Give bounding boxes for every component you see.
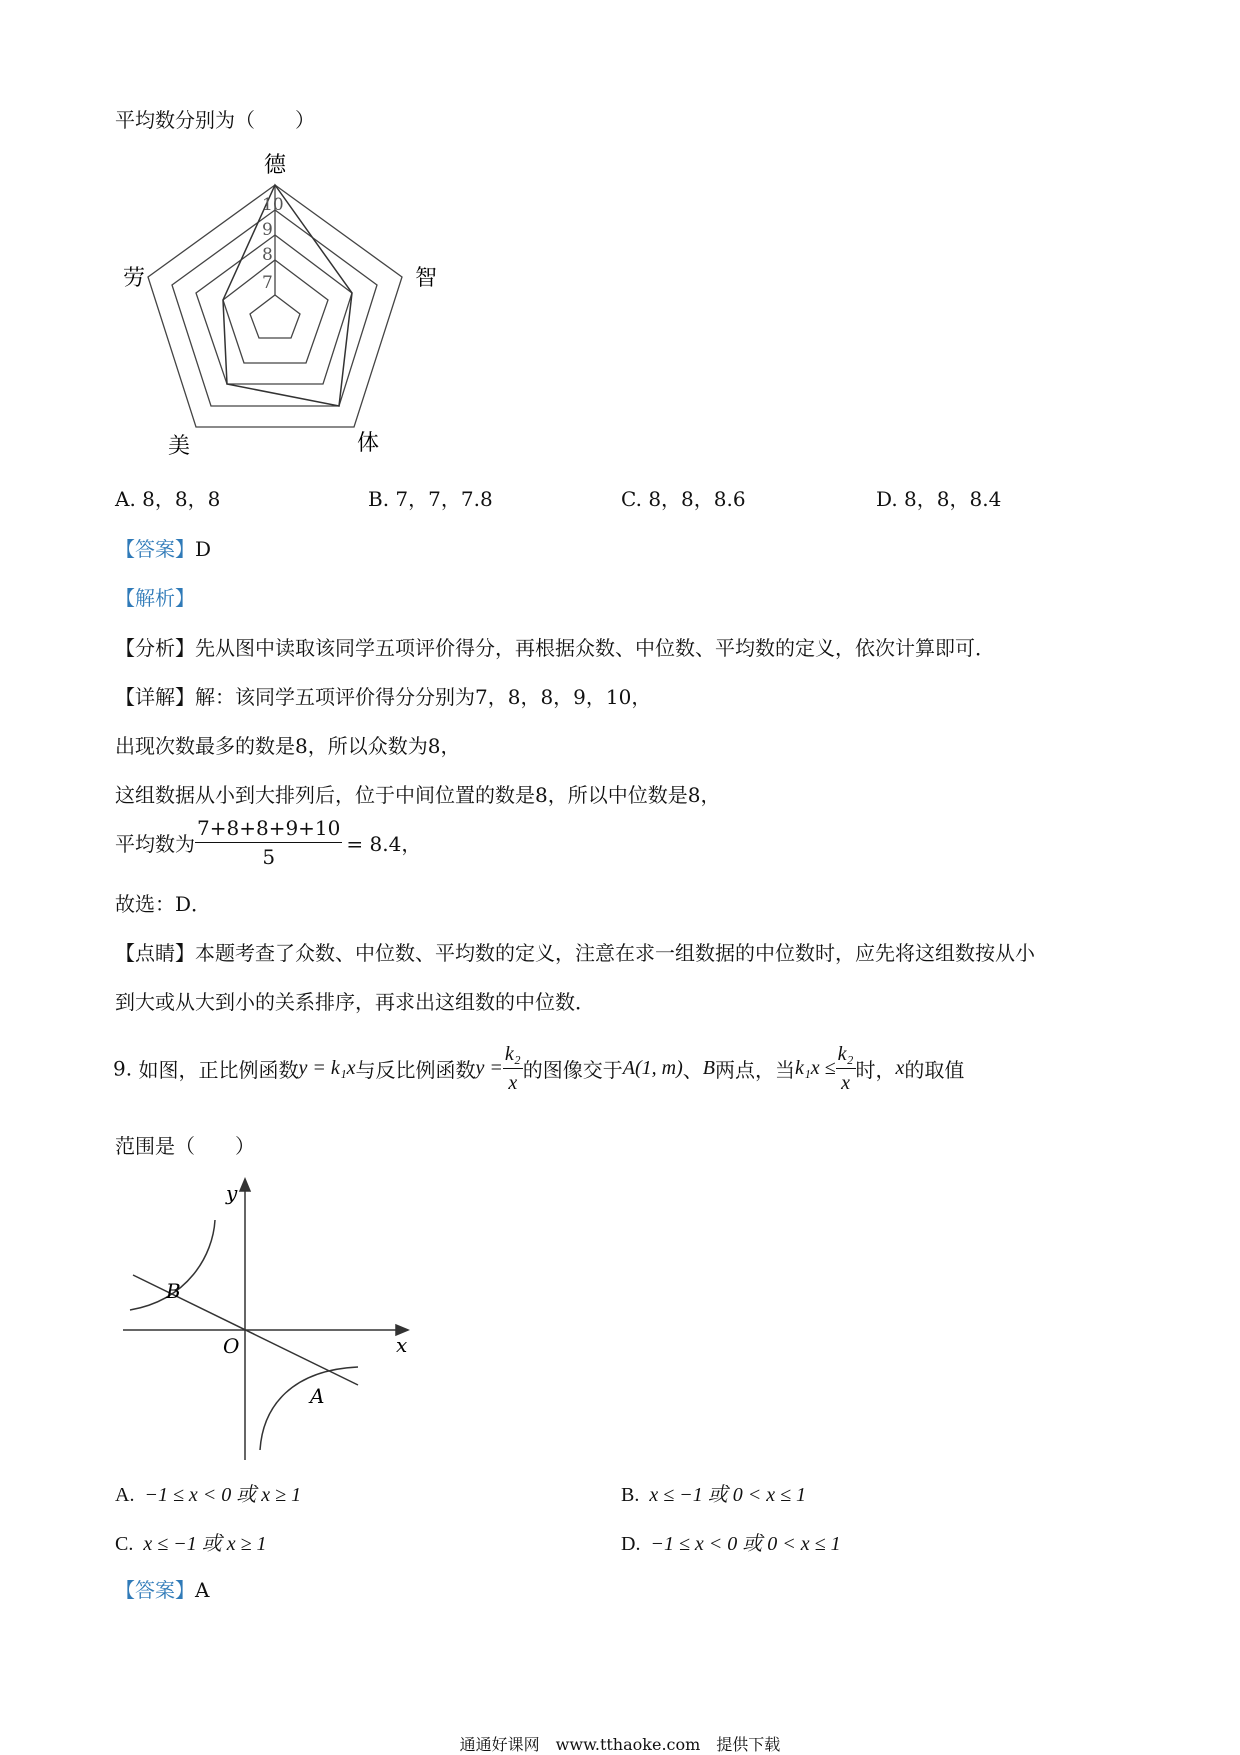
radar-ring-6 — [250, 295, 300, 338]
q8-option-c-text: 8，8，8.6 — [648, 487, 746, 511]
q9-number: 9. — [113, 1056, 133, 1081]
q9-option-c-label: C. — [115, 1533, 134, 1555]
dianjing-tag: 【点睛】 — [115, 941, 195, 965]
q8-stem-tail: 平均数分别为（ ） — [115, 108, 315, 132]
q8-xiangjie-2: 出现次数最多的数是8，所以众数为8， — [115, 734, 461, 758]
q9-option-b — [621, 1478, 806, 1507]
hyperbola-branch-lower-right — [260, 1367, 358, 1450]
q8-option-b — [368, 483, 493, 512]
xiangjie-text-1: 解：该同学五项评价得分分别为7，8，8，9，10， — [195, 685, 652, 709]
q9-text-4: 、 — [682, 1058, 703, 1082]
graph-label-origin: O — [223, 1334, 240, 1358]
q9-option-c-text: x ≤ −1 或 x ≥ 1 — [143, 1533, 267, 1555]
mean-fraction — [195, 814, 342, 871]
q9-option-b-label: B. — [621, 1484, 640, 1506]
mean-numerator: 7+8+8+9+10 — [195, 814, 342, 843]
q8-xiangjie-3: 这组数据从小到大排列后，位于中间位置的数是8，所以中位数是8， — [115, 783, 721, 807]
radar-axis-label-ti: 体 — [357, 431, 380, 456]
q9-formula-inverse-lhs: y = — [475, 1057, 503, 1079]
q8-fenxi — [115, 632, 995, 661]
q9-option-a-text: −1 ≤ x < 0 或 x ≥ 1 — [144, 1484, 302, 1506]
answer-value: D — [195, 537, 212, 561]
q9-inequality-numerator: k₂ — [836, 1040, 856, 1069]
graph-label-a: A — [310, 1384, 325, 1408]
mean-denominator: 5 — [262, 845, 276, 869]
fenxi-tag: 【分析】 — [115, 636, 195, 660]
radar-axis-label-zhi: 智 — [415, 266, 438, 291]
radar-tick-9: 9 — [262, 220, 273, 240]
q9-point-b: B — [702, 1057, 715, 1079]
q9-option-a-label: A. — [115, 1484, 135, 1506]
q8-option-d — [876, 483, 1001, 512]
answer-tag: 【答案】 — [115, 537, 195, 561]
q9-x-variable: x — [895, 1057, 905, 1079]
q9-text-5: 两点，当 — [714, 1058, 795, 1082]
q8-option-b-text: 7，7，7.8 — [395, 487, 493, 511]
graph-label-b: B — [166, 1279, 181, 1303]
q9-option-d-text: −1 ≤ x < 0 或 0 < x ≤ 1 — [650, 1533, 841, 1555]
page-footer: 通通好课网 www.tthaoke.com 提供下载 — [459, 1735, 781, 1754]
q8-option-a — [115, 483, 220, 512]
q9-option-d — [621, 1527, 841, 1556]
q9-text-2: 与反比例函数 — [355, 1058, 476, 1082]
q9-option-d-label: D. — [621, 1533, 641, 1555]
q9-option-b-text: x ≤ −1 或 0 < x ≤ 1 — [649, 1484, 807, 1506]
q9-point-a: A(1, m) — [622, 1057, 683, 1079]
q9-function-graph — [118, 1175, 418, 1465]
q8-option-d-label: D. — [876, 487, 898, 511]
radar-axis-label-de: 德 — [263, 153, 287, 178]
q9-option-a — [115, 1478, 301, 1507]
mean-prefix: 平均数为 — [115, 832, 195, 856]
q8-analysis-tag — [115, 582, 195, 611]
radar-ring-8 — [196, 235, 352, 384]
q9-inverse-numerator: k₂ — [503, 1040, 523, 1069]
q8-option-b-label: B. — [368, 487, 390, 511]
graph-label-x: x — [396, 1333, 408, 1357]
q8-xiangjie-1 — [115, 681, 651, 710]
q9-stem-line-1 — [113, 1040, 964, 1097]
q9-text-3: 的图像交于 — [522, 1058, 623, 1082]
q8-dianjing-1 — [115, 937, 1035, 966]
q9-answer-value: A — [195, 1578, 210, 1602]
radar-axis-label-lao: 劳 — [122, 266, 145, 291]
q8-option-a-text: 8，8，8 — [142, 487, 221, 511]
q9-inequality-denominator: x — [841, 1072, 851, 1094]
q8-dianjing-2: 到大或从大到小的关系排序，再求出这组数的中位数． — [115, 990, 595, 1014]
xiangjie-tag: 【详解】 — [115, 685, 195, 709]
q9-formula-direct: y = k₁x — [298, 1057, 356, 1079]
q9-answer-tag: 【答案】 — [115, 1578, 195, 1602]
analysis-tag: 【解析】 — [115, 586, 195, 610]
q9-text-6: 时， — [855, 1058, 896, 1082]
radar-chart — [110, 150, 440, 470]
mean-result: = 8.4， — [346, 832, 422, 856]
radar-tick-7: 7 — [262, 273, 273, 293]
radar-tick-8: 8 — [262, 245, 273, 265]
q9-inequality-fraction — [836, 1040, 856, 1097]
q8-answer — [115, 533, 211, 562]
q8-option-c-label: C. — [621, 487, 642, 511]
q8-guxuan: 故选：D． — [115, 892, 212, 916]
q8-option-d-text: 8，8，8.4 — [904, 487, 1002, 511]
q9-answer — [115, 1574, 209, 1603]
q9-inequality-lhs: k₁x ≤ — [794, 1057, 836, 1079]
fenxi-text: 先从图中读取该同学五项评价得分，再根据众数、中位数、平均数的定义，依次计算即可． — [195, 636, 995, 660]
radar-tick-10: 10 — [262, 195, 284, 215]
radar-axis-label-mei: 美 — [167, 434, 190, 459]
dianjing-text-1: 本题考查了众数、中位数、平均数的定义，注意在求一组数据的中位数时，应先将这组数按从小 — [195, 941, 1035, 965]
q9-option-c — [115, 1527, 267, 1556]
q9-formula-inverse-fraction — [503, 1040, 523, 1097]
q8-option-a-label: A. — [115, 487, 136, 511]
q9-inverse-denominator: x — [508, 1072, 518, 1094]
q8-mean-formula — [115, 814, 421, 871]
y-axis-arrow — [240, 1179, 250, 1191]
q9-stem-line-2: 范围是（ ） — [115, 1134, 255, 1158]
q8-option-c — [621, 483, 746, 512]
q9-text-7: 的取值 — [904, 1058, 965, 1082]
graph-label-y: y — [226, 1181, 238, 1205]
radar-score-polygon — [223, 185, 352, 406]
q9-text-1: 如图，正比例函数 — [138, 1058, 299, 1082]
